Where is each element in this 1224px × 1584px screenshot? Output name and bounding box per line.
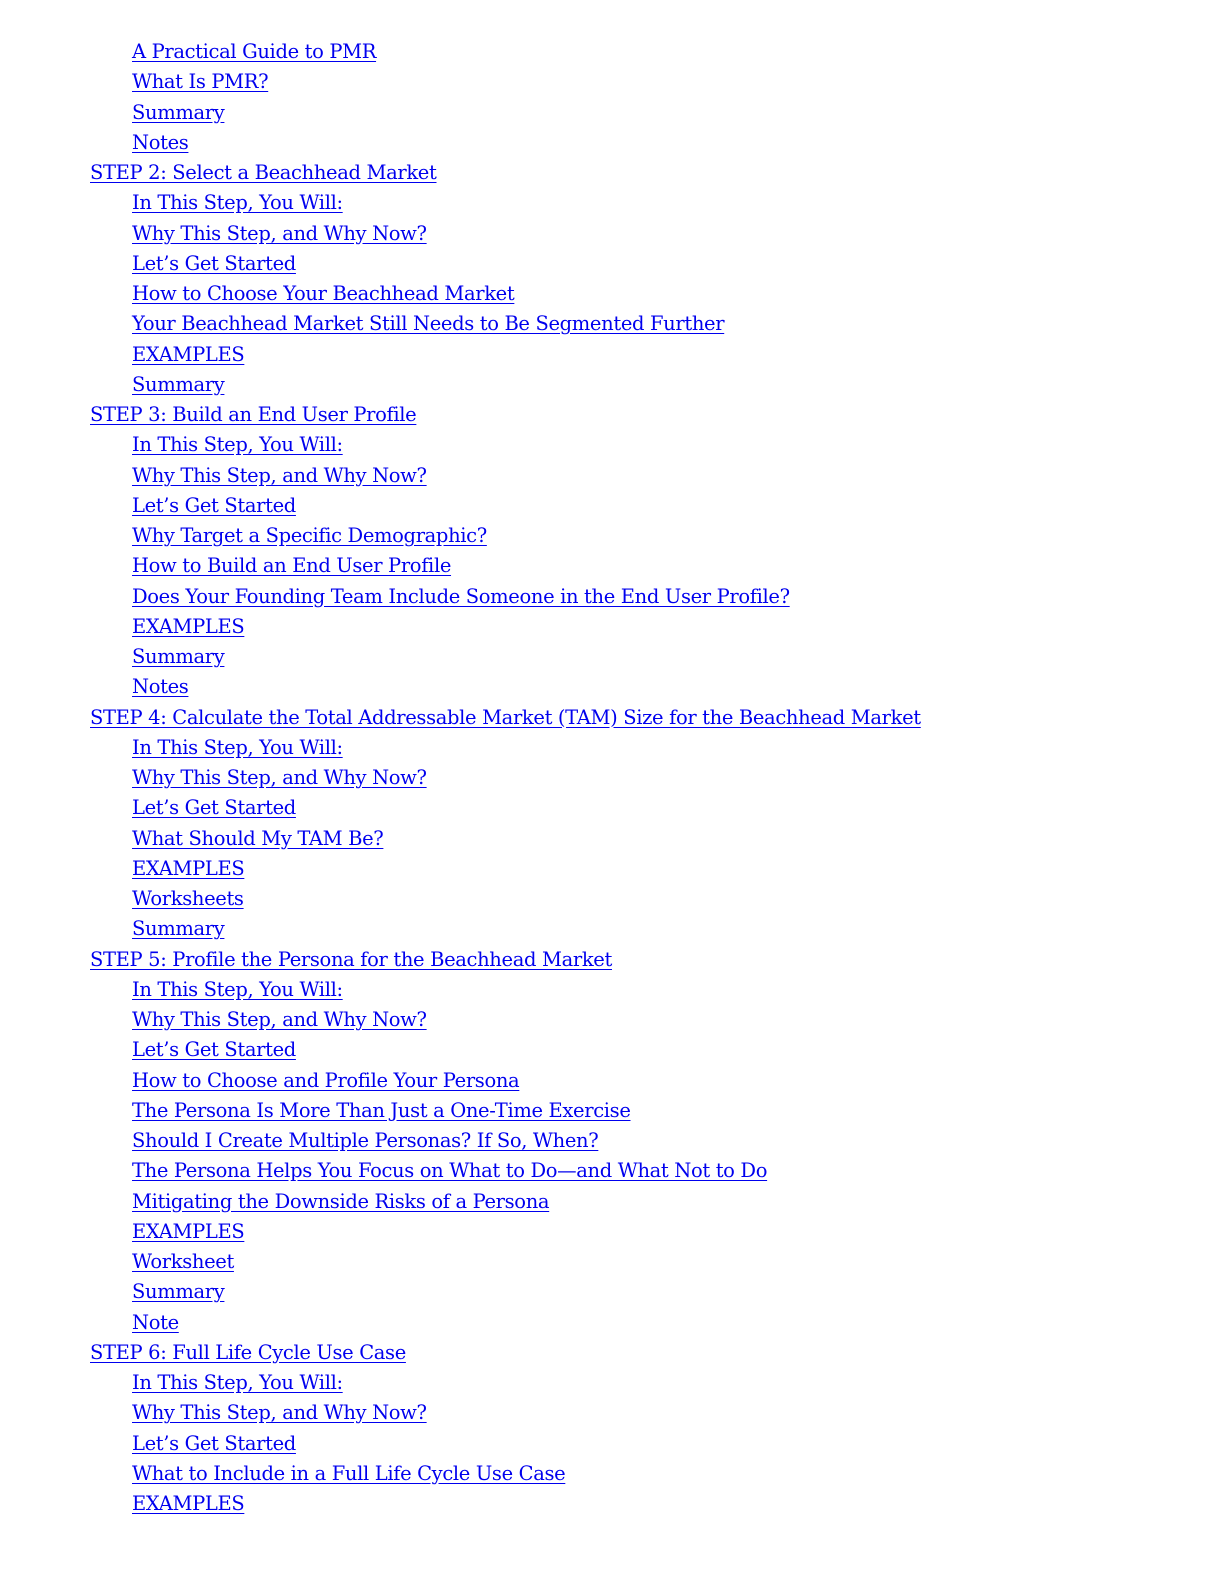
toc-section-entry (0, 249, 1224, 279)
toc-section-link[interactable]: Let’s Get Started (132, 796, 296, 820)
toc-section-link[interactable]: Let’s Get Started (132, 251, 296, 275)
toc-section-entry (0, 582, 1224, 612)
toc-section-link[interactable]: Mitigating the Downside Risks of a Persona (132, 1189, 550, 1213)
toc-section-entry (0, 1459, 1224, 1489)
toc-section-link[interactable]: Summary (132, 100, 225, 124)
toc-section-entry (0, 733, 1224, 763)
toc-chapter-link[interactable]: STEP 2: Select a Beachhead Market (90, 161, 437, 184)
toc-section-entry (0, 1126, 1224, 1156)
toc-section-entry (0, 793, 1224, 823)
toc-section-link[interactable]: Let’s Get Started (132, 1431, 296, 1455)
toc-section-entry (0, 1005, 1224, 1035)
toc-section-link[interactable]: In This Step, You Will: (132, 735, 343, 759)
toc-section-entry (0, 1368, 1224, 1398)
toc-section-link[interactable]: How to Build an End User Profile (132, 554, 452, 578)
toc-section-link[interactable]: What to Include in a Full Life Cycle Use Case (132, 1461, 566, 1485)
toc-section-entry (0, 1277, 1224, 1307)
toc-section-link[interactable]: In This Step, You Will: (132, 433, 343, 457)
toc-section-link[interactable]: Summary (132, 1280, 225, 1304)
toc-section-link[interactable]: Why This Step, and Why Now? (132, 221, 427, 245)
toc-section-entry (0, 854, 1224, 884)
toc-section-entry (0, 1217, 1224, 1247)
toc-section-entry (0, 1096, 1224, 1126)
toc-section-link[interactable]: Notes (132, 130, 189, 154)
toc-section-link[interactable]: Why This Step, and Why Now? (132, 463, 427, 487)
toc-section-entry (0, 370, 1224, 400)
toc-section-entry (0, 642, 1224, 672)
toc-section-link[interactable]: Your Beachhead Market Still Needs to Be Segmented Further (132, 312, 725, 336)
toc-section-entry (0, 491, 1224, 521)
toc-section-link[interactable]: Note (132, 1310, 179, 1334)
toc-section-entry (0, 1066, 1224, 1096)
toc-section-link[interactable]: Why This Step, and Why Now? (132, 766, 427, 789)
toc-section-entry (0, 824, 1224, 854)
toc-chapter-link[interactable]: STEP 4: Calculate the Total Addressable Market (TAM) Size for the Beachhead Market (90, 705, 921, 729)
toc-section-link[interactable]: In This Step, You Will: (132, 977, 343, 1001)
toc-section-entry (0, 1156, 1224, 1186)
toc-section-entry (0, 975, 1224, 1005)
toc-section-link[interactable]: EXAMPLES (132, 1219, 245, 1243)
toc-section-entry (0, 461, 1224, 491)
toc-section-entry (0, 763, 1224, 793)
toc-chapter-entry (0, 1338, 1224, 1368)
toc-section-link[interactable]: What Should My TAM Be? (132, 826, 384, 850)
toc-section-link[interactable]: In This Step, You Will: (132, 1371, 343, 1394)
toc-section-entry (0, 1489, 1224, 1519)
toc-section-link[interactable]: Let’s Get Started (132, 1038, 296, 1062)
toc-section-link[interactable]: Notes (132, 675, 189, 699)
toc-section-link[interactable]: Summary (132, 645, 225, 668)
toc-section-entry (0, 521, 1224, 551)
toc-chapter-entry (0, 703, 1224, 733)
toc-section-link[interactable]: How to Choose Your Beachhead Market (132, 282, 515, 305)
toc-section-entry (0, 219, 1224, 249)
toc-section-link[interactable]: Should I Create Multiple Personas? If So, When? (132, 1129, 599, 1152)
toc-section-link[interactable]: Why Target a Specific Demographic? (132, 524, 487, 547)
toc-section-entry (0, 188, 1224, 218)
toc-section-link[interactable]: What Is PMR? (132, 70, 269, 94)
toc-section-entry (0, 672, 1224, 702)
toc-section-link[interactable]: Worksheets (132, 887, 244, 910)
toc-chapter-link[interactable]: STEP 5: Profile the Persona for the Beachhead Market (90, 947, 612, 971)
toc-section-link[interactable]: EXAMPLES (132, 342, 245, 366)
toc-section-entry (0, 1398, 1224, 1428)
toc-section-entry (0, 67, 1224, 97)
toc-section-entry (0, 37, 1224, 67)
toc-section-link[interactable]: The Persona Helps You Focus on What to Do—and What Not to Do (132, 1159, 768, 1183)
toc-section-link[interactable]: Summary (132, 372, 225, 396)
toc-chapter-link[interactable]: STEP 3: Build an End User Profile (90, 403, 417, 426)
toc-section-entry (0, 279, 1224, 309)
toc-section-link[interactable]: In This Step, You Will: (132, 191, 343, 215)
toc-section-entry (0, 1187, 1224, 1217)
toc-section-link[interactable]: EXAMPLES (132, 856, 245, 880)
toc-section-entry (0, 1247, 1224, 1277)
toc-section-entry (0, 1035, 1224, 1065)
toc-section-entry (0, 551, 1224, 581)
toc-section-link[interactable]: Does Your Founding Team Include Someone in the End User Profile? (132, 584, 790, 608)
toc-section-entry (0, 340, 1224, 370)
toc-section-link[interactable]: Why This Step, and Why Now? (132, 1008, 427, 1031)
toc-section-entry (0, 309, 1224, 339)
toc-chapter-entry (0, 158, 1224, 188)
toc-section-entry (0, 128, 1224, 158)
toc-section-link[interactable]: A Practical Guide to PMR (132, 40, 377, 63)
toc-section-link[interactable]: Worksheet (132, 1250, 234, 1273)
toc-section-link[interactable]: EXAMPLES (132, 1492, 245, 1515)
toc-section-link[interactable]: Summary (132, 917, 225, 941)
toc-chapter-entry (0, 945, 1224, 975)
toc-section-entry (0, 884, 1224, 914)
toc-section-entry (0, 430, 1224, 460)
toc-section-link[interactable]: The Persona Is More Than Just a One-Time Exercise (132, 1098, 631, 1122)
toc-section-entry (0, 1308, 1224, 1338)
toc-section-entry (0, 612, 1224, 642)
toc-chapter-link[interactable]: STEP 6: Full Life Cycle Use Case (90, 1340, 406, 1364)
toc-section-link[interactable]: How to Choose and Profile Your Persona (132, 1068, 520, 1092)
toc-section-link[interactable]: Let’s Get Started (132, 493, 296, 517)
toc-section-entry (0, 98, 1224, 128)
toc-section-link[interactable]: Why This Step, and Why Now? (132, 1401, 427, 1425)
toc-section-link[interactable]: EXAMPLES (132, 614, 245, 638)
toc-chapter-entry (0, 400, 1224, 430)
toc-section-entry (0, 914, 1224, 944)
toc-section-entry (0, 1429, 1224, 1459)
table-of-contents (0, 37, 1224, 1519)
